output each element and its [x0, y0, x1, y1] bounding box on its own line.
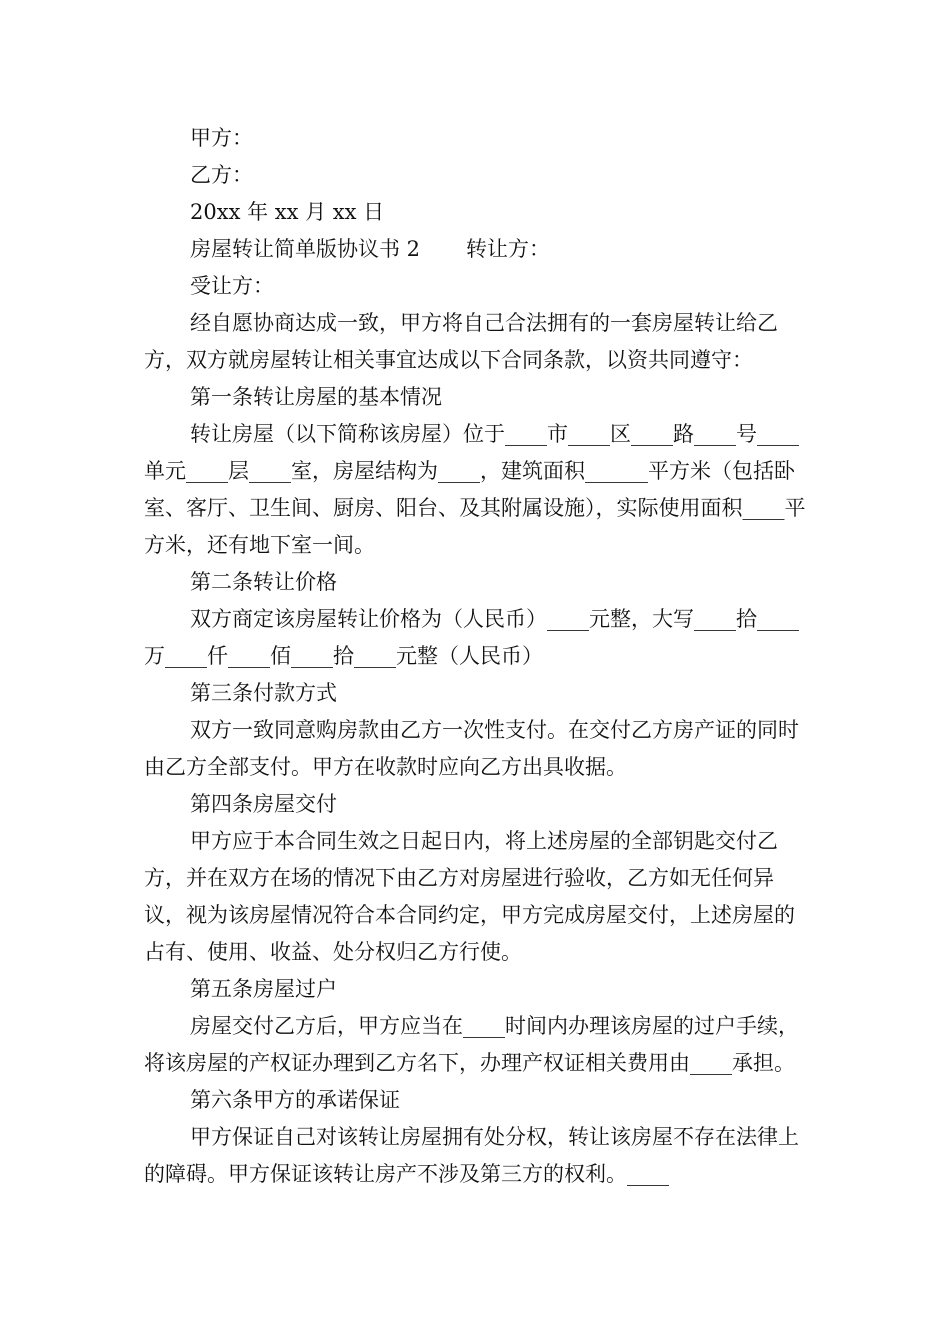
- party-a-label: 甲方：: [190, 126, 253, 150]
- article-6-body: 甲方保证自己对该转让房屋拥有处分权，转让该房屋不存在法律上的障碍。甲方保证该转让房产不涉及第三方的权利。____: [144, 1125, 799, 1186]
- document-body: [144, 120, 808, 1193]
- article-2-body: 双方商定该房屋转让价格为（人民币）____元整，大写____拾____万____仟____佰____拾____元整（人民币）: [144, 607, 799, 668]
- title-line: [144, 231, 808, 268]
- article-1-heading: 第一条转让房屋的基本情况: [190, 385, 442, 409]
- article-5-body: 房屋交付乙方后，甲方应当在____时间内办理该房屋的过户手续，将该房屋的产权证办理到乙方名下，办理产权证相关费用由____承担。: [144, 1014, 799, 1075]
- article-4-heading: 第四条房屋交付: [190, 792, 337, 816]
- date-line: 20xx 年 xx 月 xx 日: [190, 200, 385, 224]
- article-4-body: 甲方应于本合同生效之日起日内，将上述房屋的全部钥匙交付乙方，并在双方在场的情况下由乙方对房屋进行验收，乙方如无任何异议，视为该房屋情况符合本合同约定，甲方完成房屋交付，上述房屋的占有、使用、收益、处分权归乙方行使。: [144, 829, 795, 964]
- article-3-heading: 第三条付款方式: [190, 681, 337, 705]
- transferee-label: 受让方：: [190, 274, 274, 298]
- intro-paragraph: 经自愿协商达成一致，甲方将自己合法拥有的一套房屋转让给乙方，双方就房屋转让相关事宜达成以下合同条款，以资共同遵守：: [144, 311, 778, 372]
- article-6-heading: 第六条甲方的承诺保证: [190, 1088, 400, 1112]
- transferor-label: 转让方：: [466, 237, 551, 261]
- article-5-heading: 第五条房屋过户: [190, 977, 337, 1001]
- article-2-heading: 第二条转让价格: [190, 570, 337, 594]
- article-3-body: 双方一致同意购房款由乙方一次性支付。在交付乙方房产证的同时由乙方全部支付。甲方在收款时应向乙方出具收据。: [144, 718, 799, 779]
- agreement-title: 房屋转让简单版协议书 2: [190, 237, 421, 261]
- party-b-label: 乙方：: [190, 163, 253, 187]
- article-1-body: 转让房屋（以下简称该房屋）位于____市____区____路____号____单元____层____室，房屋结构为____，建筑面积______平方米（包括卧室、客厅、卫生间、厨房、阳台、及其附属设施），实际使用面积____平方米，还有地下室一间。: [144, 422, 806, 557]
